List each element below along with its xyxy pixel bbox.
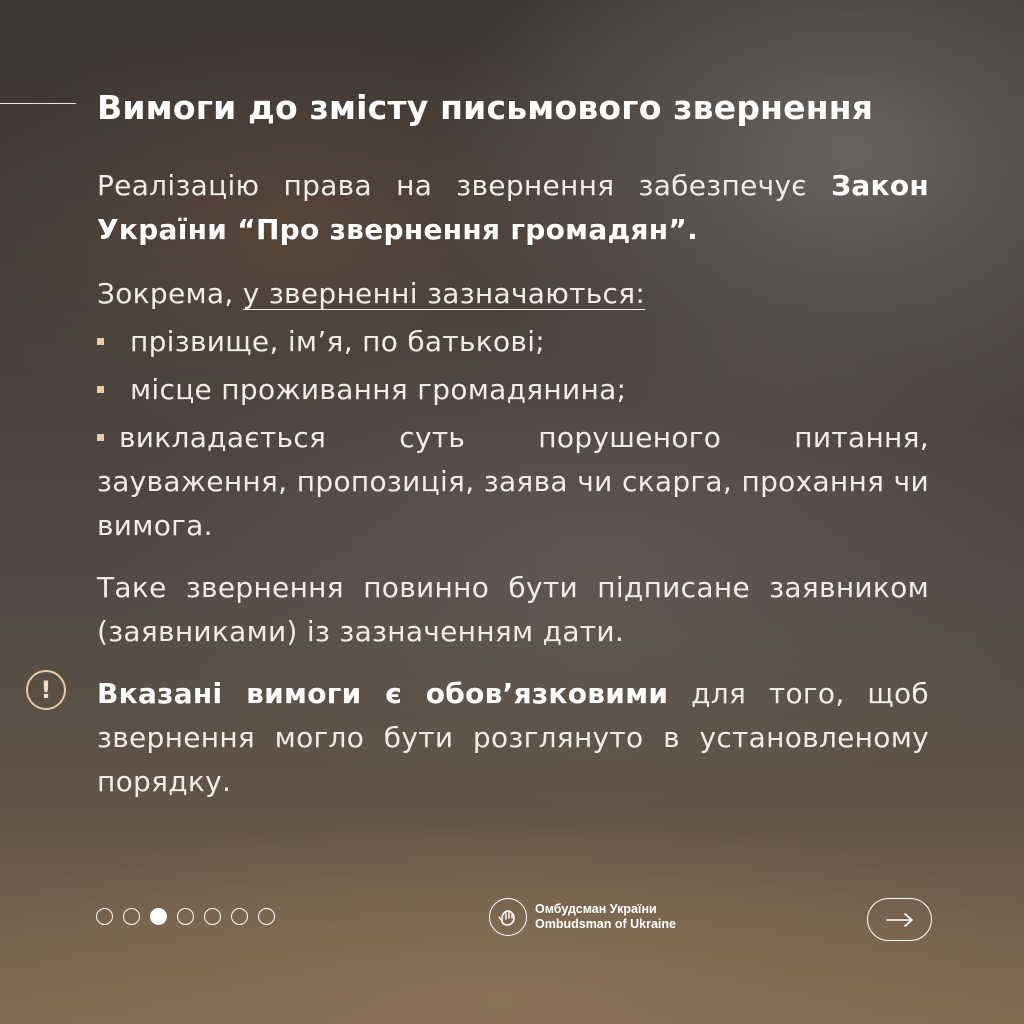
page-title: Вимоги до змісту письмового звернення — [97, 88, 874, 127]
bullet-square-icon — [97, 386, 104, 393]
pagination-dot-4[interactable] — [177, 908, 194, 925]
requirements-lead-underlined: у зверненні зазначаються: — [242, 277, 646, 310]
requirements-lead — [97, 272, 929, 316]
intro-text: Реалізацію права на звернення забезпечує — [97, 169, 832, 202]
pagination-dots — [96, 908, 275, 925]
list-item — [97, 320, 929, 364]
ombudsman-logo-text — [535, 902, 676, 932]
next-slide-button[interactable] — [867, 898, 932, 941]
hand-emblem-icon — [496, 905, 520, 929]
pagination-dot-7[interactable] — [258, 908, 275, 925]
bullet-square-icon — [97, 338, 104, 345]
mandatory-note-text: для того, щоб звернення могло бути розглянуто в установленому порядку. — [97, 677, 929, 798]
intro-law-name: Закон України “Про звернення громадян”. — [97, 169, 929, 246]
list-item-text: прізвище, ім’я, по батькові; — [130, 325, 546, 358]
pagination-dot-2[interactable] — [123, 908, 140, 925]
pagination-dot-1[interactable] — [96, 908, 113, 925]
list-item-text: місце проживання громадянина; — [130, 373, 627, 406]
list-item-text: викладається суть порушеного питання, зауваження, пропозиція, заява чи скарга, прохання чи вимога. — [97, 421, 929, 542]
ombudsman-logo — [489, 898, 676, 936]
requirements-lead-prefix: Зокрема, — [97, 277, 243, 310]
signature-paragraph: Таке звернення повинно бути підписане заявником (заявниками) із зазначенням дати. — [97, 571, 929, 648]
mandatory-note — [97, 672, 929, 804]
exclamation-glyph: ! — [40, 676, 52, 704]
list-item — [97, 368, 929, 412]
arrow-right-icon — [885, 912, 915, 928]
exclamation-icon — [26, 670, 66, 710]
pagination-dot-5[interactable] — [204, 908, 221, 925]
mandatory-note-bold: Вказані вимоги є обов’язковими — [97, 677, 669, 710]
requirements-list — [97, 320, 929, 552]
logo-line-english: Ombudsman of Ukraine — [535, 917, 676, 931]
logo-line-ukrainian: Омбудсман України — [535, 902, 657, 916]
pagination-dot-3-active[interactable] — [150, 908, 167, 925]
list-item — [97, 416, 929, 548]
title-decorative-line — [0, 103, 76, 104]
bullet-square-icon — [97, 434, 104, 441]
intro-paragraph — [97, 164, 929, 252]
pagination-dot-6[interactable] — [231, 908, 248, 925]
ombudsman-emblem-icon — [489, 898, 527, 936]
